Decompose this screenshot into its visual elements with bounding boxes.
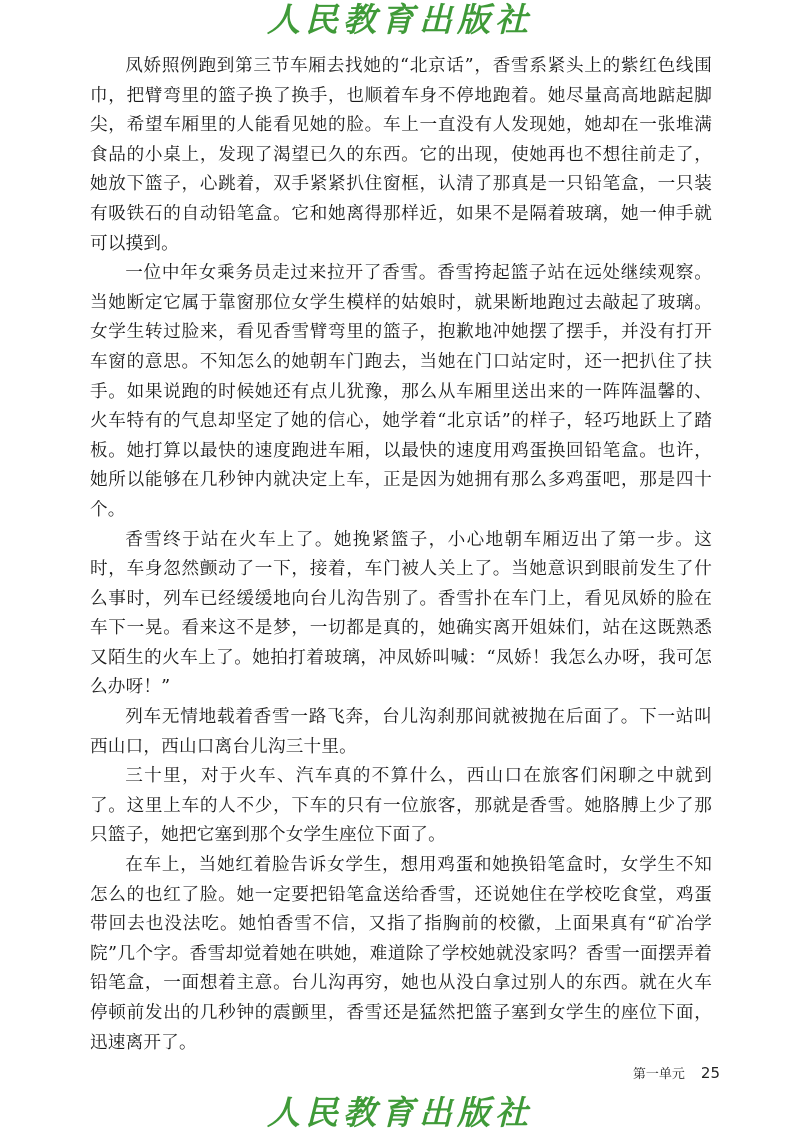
text-body (90, 52, 712, 1058)
unit-label: 第一单元 (632, 1067, 685, 1082)
publisher-watermark-bottom: 人民教育出版社 (267, 1093, 533, 1132)
paragraph: 一位中年女乘务员走过来拉开了香雪。香雪挎起篮子站在远处继续观察。当她断定它属于靠窗那位女学生模样的姑娘时，就果断地跑过去敲起了玻璃。女学生转过脸来，看见香雪臂弯里的篮子，抱歉地冲她摆了摆手，并没有打开车窗的意思。不知怎么的她朝车门跑去，当她在门口站定时，还一把扒住了扶手。如果说跑的时候她还有点儿犹豫，那么从车厢里送出来的一阵阵温馨的、火车特有的气息却坚定了她的信心，她学着“北京话”的样子，轻巧地跃上了踏板。她打算以最快的速度跑进车厢，以最快的速度用鸡蛋换回铅笔盒。也许，她所以能够在几秒钟内就决定上车，正是因为她拥有那么多鸡蛋吧，那是四十个。 (90, 263, 712, 520)
paragraph: 列车无情地载着香雪一路飞奔，台儿沟刹那间就被抛在后面了。下一站叫西山口，西山口离台儿沟三十里。 (90, 707, 712, 757)
paragraph: 在车上，当她红着脸告诉女学生，想用鸡蛋和她换铅笔盒时，女学生不知怎么的也红了脸。她一定要把铅笔盒送给香雪，还说她住在学校吃食堂，鸡蛋带回去也没法吃。她怕香雪不信，又指了指胸前的校徽，上面果真有“矿冶学院”几个字。香雪却觉着她在哄她，难道除了学校她就没家吗？香雪一面摆弄着铅笔盒，一面想着主意。台儿沟再穷，她也从没白拿过别人的东西。就在火车停顿前发出的几秒钟的震颤里，香雪还是猛然把篮子塞到女学生的座位下面，迅速离开了。 (90, 855, 712, 1053)
paragraph: 三十里，对于火车、汽车真的不算什么，西山口在旅客们闲聊之中就到了。这里上车的人不少，下车的只有一位旅客，那就是香雪。她胳膊上少了那只篮子，她把它塞到那个女学生座位下面了。 (90, 766, 712, 846)
paragraph: 香雪终于站在火车上了。她挽紧篮子，小心地朝车厢迈出了第一步。这时，车身忽然颤动了一下，接着，车门被人关上了。当她意识到眼前发生了什么事时，列车已经缓缓地向台儿沟告别了。香雪扑在车门上，看见凤娇的脸在车下一晃。看来这不是梦，一切都是真的，她确实离开姐妹们，站在这既熟悉又陌生的火车上了。她拍打着玻璃，冲凤娇叫喊：“凤娇！我怎么办呀，我可怎么办呀！” (90, 529, 712, 698)
publisher-watermark-top: 人民教育出版社 (267, 0, 533, 39)
paragraph: 凤娇照例跑到第三节车厢去找她的“北京话”，香雪系紧头上的紫红色线围巾，把臂弯里的篮子换了换手，也顺着车身不停地跑着。她尽量高高地踮起脚尖，希望车厢里的人能看见她的脸。车上一直没有人发现她，她却在一张堆满食品的小桌上，发现了渴望已久的东西。它的出现，使她再也不想往前走了，她放下篮子，心跳着，双手紧紧扒住窗框，认清了那真是一只铅笔盒，一只装有吸铁石的自动铅笔盒。它和她离得那样近，如果不是隔着玻璃，她一伸手就可以摸到。 (90, 56, 712, 254)
page-footer (633, 1063, 720, 1082)
page-number: 25 (700, 1064, 720, 1082)
